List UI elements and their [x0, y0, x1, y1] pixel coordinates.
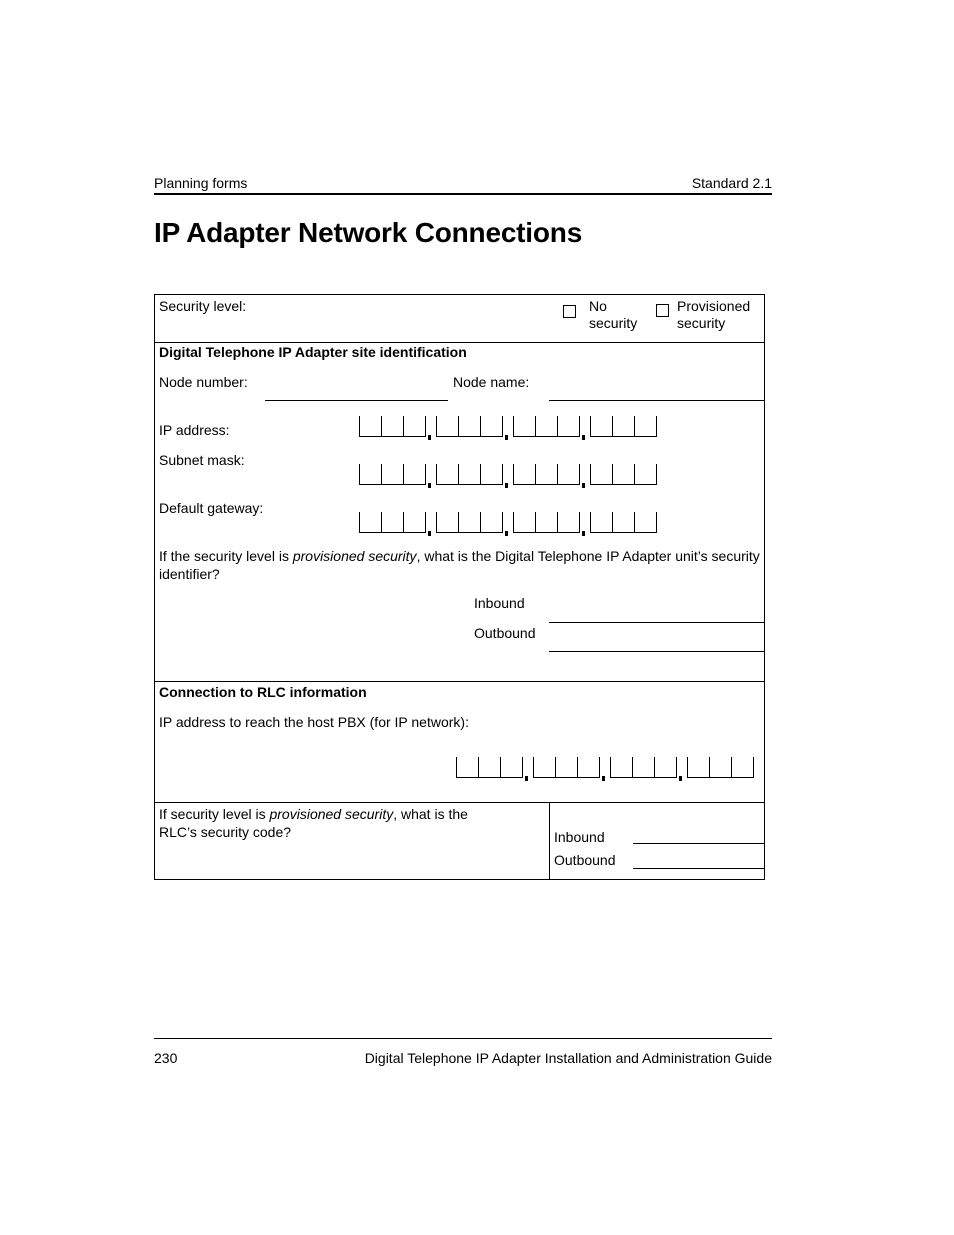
subnet-mask-label: Subnet mask: [159, 452, 245, 468]
running-header-section: Planning forms [154, 175, 248, 191]
outbound-label: Outbound [474, 625, 536, 641]
row-divider [155, 802, 764, 803]
provisioned-security-checkbox[interactable] [656, 304, 669, 317]
page-title: IP Adapter Network Connections [154, 217, 583, 248]
rlc-inbound-label: Inbound [554, 829, 605, 845]
footer-rule [154, 1038, 772, 1039]
rlc-heading: Connection to RLC information [159, 684, 367, 700]
inbound-field[interactable] [549, 622, 764, 623]
guide-title: Digital Telephone IP Adapter Installation and Administration Guide [364, 1050, 772, 1066]
planning-form [154, 294, 765, 880]
site-identification-heading: Digital Telephone IP Adapter site identification [159, 344, 467, 360]
node-number-field[interactable] [265, 400, 448, 401]
header-rule [154, 193, 772, 195]
inbound-label: Inbound [474, 595, 525, 611]
subnet-mask-field[interactable] [359, 463, 657, 485]
node-number-label: Node number: [159, 374, 248, 390]
host-pbx-label: IP address to reach the host PBX (for IP network): [159, 714, 469, 730]
rlc-security-code-question: If security level is provisioned security, what is the RLC’s security code? [159, 806, 468, 840]
rlc-outbound-field[interactable] [633, 868, 764, 869]
column-divider [549, 802, 550, 879]
node-name-label: Node name: [453, 374, 530, 390]
no-security-label-line2: security [589, 315, 638, 331]
no-security-checkbox[interactable] [563, 305, 576, 318]
row-divider [155, 681, 764, 682]
default-gateway-label: Default gateway: [159, 500, 264, 516]
running-header-version: Standard 2.1 [691, 175, 772, 191]
no-security-label-line1: No [589, 298, 607, 314]
security-identifier-question: If the security level is provisioned security, what is the Digital Telephone IP Adapter unit’s security identifier? [159, 548, 760, 582]
provisioned-security-label-line2: security [677, 315, 726, 331]
security-level-label: Security level: [159, 298, 247, 314]
page-number: 230 [154, 1050, 178, 1066]
node-name-field[interactable] [549, 400, 764, 401]
ip-address-field[interactable] [359, 415, 657, 437]
ip-address-label: IP address: [159, 422, 230, 438]
provisioned-security-label-line1: Provisioned [677, 298, 751, 314]
host-pbx-ip-field[interactable] [456, 756, 754, 778]
default-gateway-field[interactable] [359, 511, 657, 533]
rlc-outbound-label: Outbound [554, 852, 616, 868]
outbound-field[interactable] [549, 651, 764, 652]
rlc-inbound-field[interactable] [633, 843, 764, 844]
